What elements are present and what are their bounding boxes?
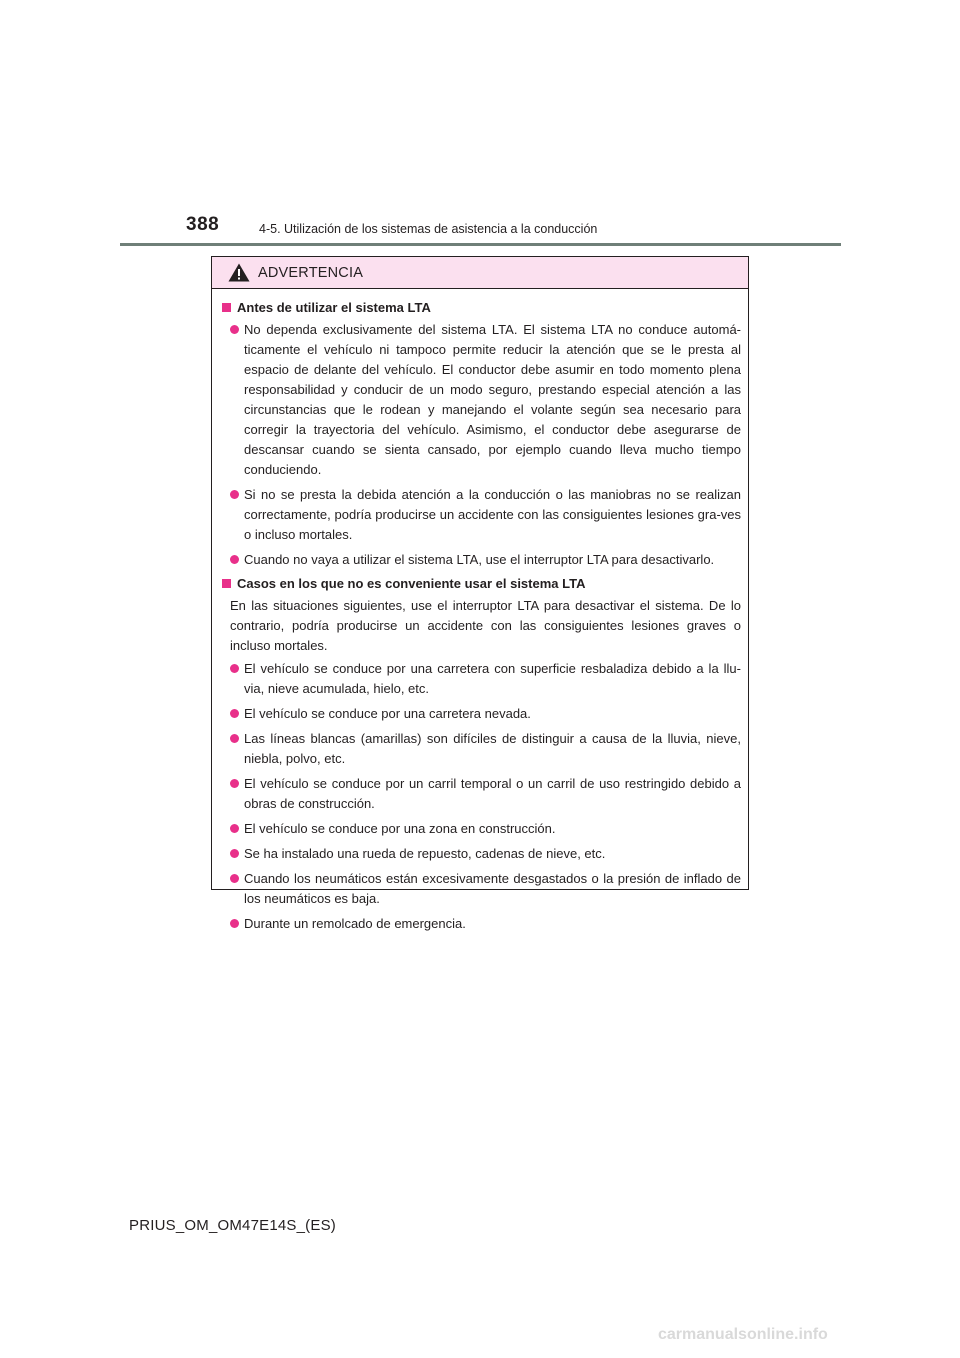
section-heading-text: Antes de utilizar el sistema LTA [237,300,431,315]
square-bullet-icon [222,579,231,588]
bullet-text: Las líneas blancas (amarillas) son difíciles de distinguir a causa de la lluvia, nieve, niebla, polvo, etc. [244,731,741,766]
bullet-text: Se ha instalado una rueda de repuesto, cadenas de nieve, etc. [244,846,606,861]
bullet-item [220,704,741,724]
bullet-text: Cuando los neumáticos están excesivamente desgastados o la presión de inflado de los neumáticos es baja. [244,871,741,906]
bullet-item [220,844,741,864]
bullet-item [220,550,741,570]
bullet-text: Cuando no vaya a utilizar el sistema LTA, use el interruptor LTA para desactivarlo. [244,552,715,567]
bullet-text: El vehículo se conduce por un carril temporal o un carril de uso restringido debido a obras de construcción. [244,776,741,811]
warning-title: ADVERTENCIA [258,264,364,281]
bullet-item [220,729,741,769]
section-heading [220,575,741,592]
circle-bullet-icon [230,709,239,718]
circle-bullet-icon [230,325,239,334]
bullet-item [220,659,741,699]
circle-bullet-icon [230,849,239,858]
circle-bullet-icon [230,734,239,743]
circle-bullet-icon [230,555,239,564]
bullet-item [220,869,741,909]
circle-bullet-icon [230,779,239,788]
section-before-using-lta [220,299,741,570]
section-heading [220,299,741,316]
bullet-text: El vehículo se conduce por una carretera con superficie resbaladiza debido a la llu-via, nieve acumulada, hielo, etc. [244,661,741,696]
bullet-item [220,819,741,839]
bullet-item [220,320,741,480]
bullet-text: El vehículo se conduce por una carretera nevada. [244,706,531,721]
bullet-item [220,914,741,934]
circle-bullet-icon [230,824,239,833]
circle-bullet-icon [230,919,239,928]
bullet-text: Si no se presta la debida atención a la conducción o las maniobras no se realizan correctamente, podría producirse un accidente con las consiguientes lesiones gra-ves o incluso mortales. [244,487,741,542]
circle-bullet-icon [230,874,239,883]
circle-bullet-icon [230,490,239,499]
bullet-text: No dependa exclusivamente del sistema LTA. El sistema LTA no conduce automá-ticamente el vehículo ni tampoco permite reducir la atención que se le presta al espacio de delante del vehículo. El conductor debe asumir en todo momento plena responsabilidad y conducir de un modo seguro, prestando especial atención a las circunstancias que le rodean y manejando el volante según sea necesario para corregir la trayectoria del vehículo. Asimismo, el conductor debe asegurarse de descansar cuando se sienta cansado, por ejemplo cuando lleva mucho tiempo conduciendo. [244,322,741,477]
bullet-item [220,485,741,545]
page-number: 388 [186,214,220,235]
warning-box [211,256,749,931]
section-title: 4-5. Utilización de los sistemas de asistencia a la conducción [259,222,598,236]
circle-bullet-icon [230,664,239,673]
bullet-text: Durante un remolcado de emergencia. [244,916,466,931]
square-bullet-icon [222,303,231,312]
bullet-text: El vehículo se conduce por una zona en construcción. [244,821,556,836]
section-heading-text: Casos en los que no es conveniente usar el sistema LTA [237,576,586,591]
watermark[interactable]: carmanualsonline.info [658,1326,828,1343]
section-intro: En las situaciones siguientes, use el interruptor LTA para desactivar el sistema. De lo contrario, podría producirse un accidente con las consiguientes lesiones graves o incluso mortales. [230,598,741,653]
bullet-item [220,774,741,814]
footer-document-code: PRIUS_OM_OM47E14S_(ES) [129,1217,336,1234]
warning-header [212,257,748,289]
warning-triangle-icon [228,263,250,282]
warning-body [212,289,748,934]
section-not-recommended-cases [220,575,741,934]
header-rule [120,243,841,246]
